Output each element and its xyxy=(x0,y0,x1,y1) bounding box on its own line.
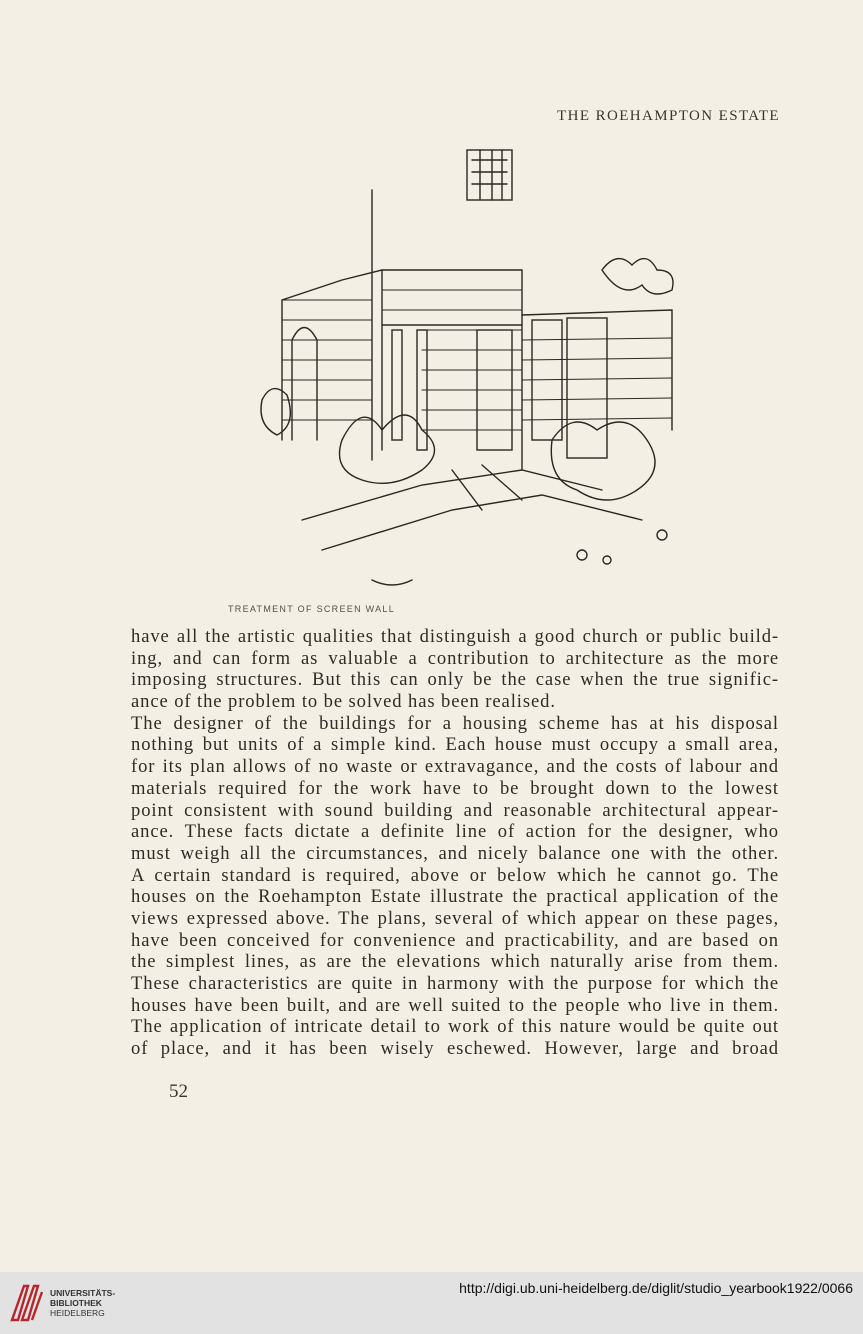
permalink-url[interactable]: http://digi.ub.uni-heidelberg.de/diglit/studio_yearbook1922/0066 xyxy=(459,1280,853,1296)
logo-line: UNIVERSITÄTS- xyxy=(50,1288,116,1298)
text-line: materials required for the work have to be brought down to the lowest xyxy=(131,777,779,799)
text-line: have all the artistic qualities that distinguish a good church or public build- xyxy=(131,626,779,647)
text-line: the simplest lines, as are the elevations which naturally arise from them. xyxy=(131,951,779,973)
text-line: imposing structures. But this can only be the case when the true signific- xyxy=(131,669,779,691)
text-line: point consistent with sound building and reasonable architectural appear- xyxy=(131,799,779,821)
text-line: ance of the problem to be solved has been realised. xyxy=(131,691,556,713)
text-line: for its plan allows of no waste or extravagance, and the costs of labour and xyxy=(131,756,779,778)
figure-caption: TREATMENT OF SCREEN WALL xyxy=(228,604,396,614)
running-head: THE ROEHAMPTON ESTATE xyxy=(557,108,780,124)
logo-line: HEIDELBERG xyxy=(50,1308,105,1318)
text-line: of place, and it has been wisely eschewed. However, large and broad xyxy=(131,1038,779,1060)
viewer-footer xyxy=(0,1272,863,1334)
library-logo-icon xyxy=(8,1280,48,1326)
text-line: have been conceived for convenience and practicability, and are based on xyxy=(131,929,779,951)
text-line: houses on the Roehampton Estate illustrate the practical application of the xyxy=(131,886,779,908)
text-line: A certain standard is required, above or below which he cannot go. The xyxy=(131,864,779,886)
text-line: The designer of the buildings for a housing scheme has at his disposal xyxy=(131,712,779,734)
text-line: The application of intricate detail to work of this nature would be quite out xyxy=(131,1016,779,1038)
text-line: nothing but units of a simple kind. Each house must occupy a small area, xyxy=(131,734,779,756)
page-number: 52 xyxy=(169,1081,188,1102)
body-text xyxy=(131,626,779,1060)
text-line: views expressed above. The plans, several of which appear on these pages, xyxy=(131,907,779,929)
text-line: ance. These facts dictate a definite line of action for the designer, who xyxy=(131,821,779,843)
text-line: houses have been built, and are well suited to the people who live in them. xyxy=(131,994,779,1016)
logo-line: BIBLIOTHEK xyxy=(50,1298,102,1308)
text-line: must weigh all the circumstances, and nicely balance one with the other. xyxy=(131,842,779,864)
text-line: ing, and can form as valuable a contribution to architecture as the more xyxy=(131,647,779,669)
library-logo-text xyxy=(50,1288,115,1318)
text-line: These characteristics are quite in harmony with the purpose for which the xyxy=(131,973,779,994)
screen-wall-illustration xyxy=(222,140,692,600)
